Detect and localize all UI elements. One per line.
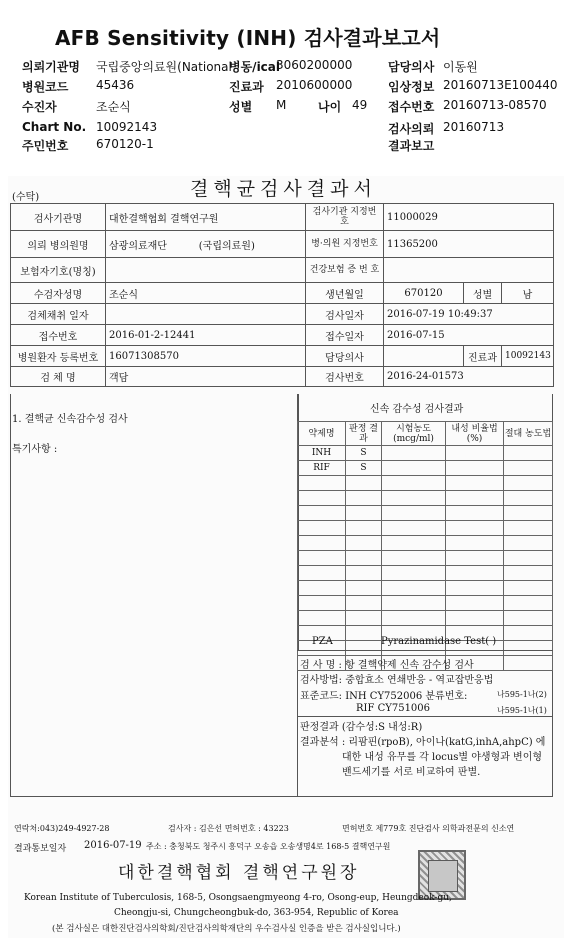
- pza-label: PZA: [312, 636, 333, 647]
- value-resident-no: 670120-1: [96, 137, 154, 151]
- req-hosp-value: 삼광의료재단: [109, 240, 167, 252]
- label-institution: 의뢰기관명: [22, 60, 80, 74]
- english-address-2: Cheongju-si, Chungcheongbuk-do, 363-954, Republic of Korea: [114, 908, 399, 918]
- label-department: 진료과: [229, 80, 264, 94]
- label-ward: 병동/ical: [229, 60, 281, 74]
- req-hosp-label: 의뢰 병의원명: [11, 231, 106, 258]
- test-no-value: 2016-24-01573: [384, 367, 554, 387]
- label-hospital-code: 병원코드: [22, 80, 69, 94]
- value-patient: 조순식: [96, 100, 131, 114]
- left-border: [10, 394, 11, 796]
- label-chart-no: Chart No.: [22, 120, 87, 134]
- col-abs: 절대 농도법: [504, 422, 553, 446]
- method-line-3: 표준코드: INH CY752006 분류번호:: [300, 691, 468, 702]
- req-hosp-cell: [106, 231, 306, 258]
- pza-divider: [297, 650, 553, 651]
- hosp-no-value: 11365200: [384, 231, 554, 258]
- insurer-label: 보험자기호(명칭): [11, 258, 106, 283]
- label-sex: 성별: [229, 100, 253, 114]
- req-hosp-note: (국립의료원): [198, 240, 255, 252]
- result-header: 신속 감수성 검사결과: [370, 404, 464, 415]
- value-ward: 3060200000: [276, 58, 353, 72]
- result-table: [297, 421, 553, 671]
- report-title: AFB Sensitivity (INH) 검사결과보고서: [55, 26, 441, 50]
- reg-no-value: 16071308570: [106, 346, 306, 367]
- inst-label: 검사기관명: [11, 204, 106, 231]
- patient-label: 수검자성명: [11, 283, 106, 304]
- col-ratio: 내성 비율법(%): [446, 422, 504, 446]
- address: 주소 : 충청북도 청주시 흥덕구 오송읍 오송생명4로 168-5 결핵연구원: [146, 842, 391, 851]
- birth-value: 670120: [384, 283, 464, 304]
- label-clinical-info: 임상정보: [388, 80, 435, 94]
- value-chart-no: 10092143: [96, 120, 158, 134]
- label-doctor: 담당의사: [388, 60, 435, 74]
- dept-value: 10092143: [502, 346, 554, 367]
- collect-label: 검체채취 일자: [11, 304, 106, 325]
- seal-inner: [428, 860, 458, 892]
- insured-no-label: 건강보험 증 번 호: [306, 258, 384, 283]
- form-number: (수탁): [12, 192, 40, 203]
- label-receipt-no: 접수번호: [388, 100, 435, 114]
- value-hospital-code: 45436: [96, 78, 135, 92]
- collect-value: [106, 304, 306, 325]
- inst-no-value: 11000029: [384, 204, 554, 231]
- footnote: (본 검사실은 대한진단검사의학회/진단검사의학재단의 우수검사실 인증을 받은 검사실입니다.): [52, 924, 401, 934]
- judge-inh: S: [346, 446, 382, 461]
- testdate-value: 2016-07-19 10:49:37: [384, 304, 554, 325]
- method-line-1: 검 사 명 : 항 결핵약제 신속 감수성 검사: [300, 660, 474, 671]
- specimen-value: 객담: [106, 367, 306, 387]
- col-drug: 약제명: [298, 422, 346, 446]
- recv-date-label: 접수일자: [306, 325, 384, 346]
- pza-value: Pyrazinamidase Test( ): [381, 636, 497, 647]
- left-item-2: 특기사항 :: [12, 444, 58, 455]
- insurer-value: [106, 258, 306, 283]
- analysis-line-2: 대한 내성 유무를 각 locus별 야생형과 변이형: [342, 752, 543, 763]
- recv-date-value: 2016-07-15: [384, 325, 554, 346]
- analysis-line-1: 결과분석 : 리팜핀(rpoB), 아이나(katG,inhA,ahpC) 에: [300, 737, 546, 748]
- drug-rif: RIF: [298, 461, 346, 476]
- inst-no-label: 검사기관 지정번호: [306, 204, 384, 231]
- left-panel: [10, 394, 299, 650]
- judge-rif: S: [346, 461, 382, 476]
- hosp-no-label: 병·의원 지정번호: [306, 231, 384, 258]
- report-date-label: 결과통보일자: [14, 844, 67, 854]
- patient-value: 조순식: [106, 283, 306, 304]
- birth-label: 생년월일: [306, 283, 384, 304]
- method-line-4b: 나595-1나(1): [497, 706, 547, 715]
- col-judge: 판정 결과: [346, 422, 382, 446]
- recv-no-label: 접수번호: [11, 325, 106, 346]
- value-receipt-no: 20160713-08570: [443, 98, 547, 112]
- analysis-line-3: 밴드세기를 서로 비교하여 판별.: [342, 767, 481, 778]
- label-report-result: 결과보고: [388, 139, 435, 153]
- result-row-inh: [298, 446, 553, 461]
- value-doctor: 이동원: [443, 60, 478, 74]
- report-date-value: 2016-07-19: [84, 840, 142, 851]
- judge-note: 판정결과 (감수성:S 내성:R): [300, 722, 423, 733]
- value-institution: 국립중앙의료원(National: [96, 60, 232, 74]
- contact: 연락처:043)249-4927-28: [14, 824, 110, 833]
- sex-label: 성별: [464, 283, 502, 304]
- english-address-1: Korean Institute of Tuberculosis, 168-5, Osongsaengmyeong 4-ro, Osong-eup, Heungdeok-gu,: [24, 893, 452, 903]
- value-department: 2010600000: [276, 78, 353, 92]
- insured-no-value: [384, 258, 554, 283]
- reg-no-label: 병원환자 등록번호: [11, 346, 106, 367]
- scan-title: 결핵균검사결과서: [190, 178, 377, 200]
- label-request-date: 검사의뢰: [388, 122, 435, 136]
- value-request-date: 20160713: [443, 120, 505, 134]
- inst-value: 대한결핵협회 결핵연구원: [106, 204, 306, 231]
- sex-value: 남: [502, 283, 554, 304]
- method-divider: [297, 716, 553, 717]
- method-line-3b: 나595-1나(2): [497, 690, 547, 699]
- method-line-2: 검사방법: 중합효소 연쇄반응 - 역교잡반응법: [300, 675, 494, 686]
- test-no-label: 검사번호: [306, 367, 384, 387]
- dept-label: 진료과: [464, 346, 502, 367]
- result-row-rif: [298, 461, 553, 476]
- col-conc: 시험농도 (mcg/ml): [382, 422, 446, 446]
- license: 면허번호 제779호 진단검사 의학과전문의 신소연: [342, 824, 515, 833]
- label-patient: 수진자: [22, 100, 57, 114]
- value-clinical-info: 20160713E100440: [443, 78, 558, 92]
- label-age: 나이: [318, 100, 342, 114]
- doctor-value: [384, 346, 464, 367]
- doctor-label: 담당의사: [306, 346, 384, 367]
- value-sex: M: [276, 98, 287, 112]
- left-item-1: 1. 결핵균 신속감수성 검사: [12, 414, 128, 425]
- value-age: 49: [352, 98, 368, 112]
- drug-inh: INH: [298, 446, 346, 461]
- bottom-divider: [10, 796, 553, 797]
- recv-no-value: 2016-01-2-12441: [106, 325, 306, 346]
- examiner: 검사자 : 김은선 면허번호 : 43223: [168, 824, 289, 833]
- method-line-4: RIF CY751006: [356, 703, 431, 714]
- label-resident-no: 주민번호: [22, 139, 69, 153]
- org-name: 대한결핵협회 결핵연구원장: [118, 863, 360, 883]
- specimen-label: 검 체 명: [11, 367, 106, 387]
- testdate-label: 검사일자: [306, 304, 384, 325]
- report-info-table: [10, 203, 554, 387]
